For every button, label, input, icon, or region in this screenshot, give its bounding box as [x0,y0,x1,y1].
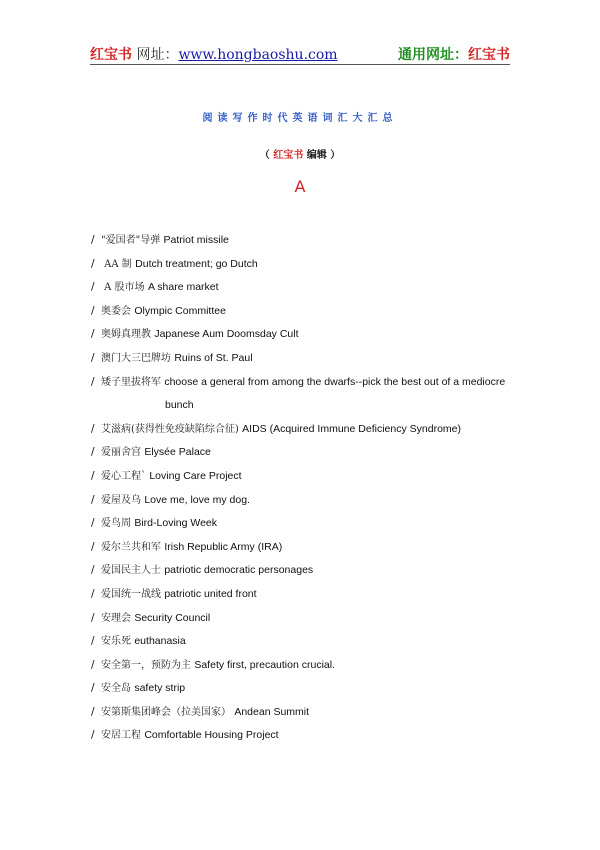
entry-bullet: / [91,304,95,317]
list-item [91,583,521,607]
entry-chinese: 安居工程 [101,730,141,742]
entry-english: patriotic democratic personages [164,564,314,577]
entry-english: Dutch treatment; go Dutch [135,257,258,270]
entry-bullet: / [91,564,95,577]
entry-chinese: 安理会 [101,612,131,624]
entry-english: Security Council [134,611,211,624]
editor-credit [0,146,600,161]
header-brand: 红宝书 [90,47,132,63]
entry-chinese: 安乐死 [101,636,131,648]
entry-chinese: 矮子里拔将军 [101,376,161,388]
list-item [91,654,521,678]
general-url-label: 通用网址： [398,47,468,63]
entry-chinese: 爱国统一战线 [101,588,161,600]
entry-english: Olympic Committee [134,304,226,317]
list-item [91,512,521,536]
entry-chinese: 澳门大三巴牌坊 [101,352,171,364]
website-link[interactable]: www.hongbaoshu.com [178,47,338,63]
entry-bullet: / [91,611,95,624]
document-title: 阅读写作时代英语词汇大汇总 [202,113,398,124]
vocabulary-list [91,229,521,748]
list-item [91,630,521,654]
entry-chinese: 安全岛 [101,683,131,695]
entry-bullet: / [91,281,95,294]
entry-chinese: 爱尔兰共和军 [101,541,161,553]
header-right [398,44,510,64]
list-item [91,371,521,418]
entry-chinese: "爱国者"导弹 [101,235,161,246]
entry-bullet: / [91,517,95,530]
editor-brand: 红宝书 [273,150,304,161]
entry-english: Bird-Loving Week [134,517,218,530]
entry-english: AIDS (Acquired Immune Deficiency Syndrome) [242,422,461,435]
editor-close-paren: ） [330,150,341,161]
entry-chinese: 奥委会 [101,305,131,317]
editor-label: 编辑 [306,150,327,161]
entry-bullet: / [91,705,95,718]
entry-bullet: / [91,328,95,341]
entry-english: Ruins of St. Paul [174,351,253,364]
list-item [91,724,521,748]
entry-bullet: / [91,729,95,742]
list-item [91,701,521,725]
page-header [90,44,510,64]
entry-english: safety strip [134,682,186,695]
entry-bullet: / [91,493,95,506]
entry-chinese: 爱国民主人士 [101,565,161,577]
list-item [91,559,521,583]
entry-chinese: 安全第一，预防为主 [101,659,191,671]
entry-chinese: 奥姆真理教 [101,329,151,341]
entry-english-continued: bunch [165,399,194,412]
list-item [91,465,521,489]
entry-english: Loving Care Project [149,469,242,482]
entry-english: A share market [147,281,219,294]
entry-bullet: / [91,682,95,695]
list-item [91,418,521,442]
entry-chinese: 爱鸟周 [101,518,131,530]
entry-english: Love me, love my dog. [144,493,250,506]
entry-bullet: / [91,234,95,246]
entry-english: Japanese Aum Doomsday Cult [154,328,299,341]
entry-chinese: 爱丽舍宫 [101,447,141,459]
entry-bullet: / [91,469,95,482]
entry-english: choose a general from among the dwarfs--pick the best out of a mediocre [164,375,506,388]
header-divider [90,64,510,65]
editor-open-paren: （ [259,150,270,161]
entry-chinese: 爱屋及乌 [101,494,141,506]
list-item [91,677,521,701]
entry-bullet: / [91,658,95,671]
header-left [90,44,338,64]
entry-english: Patriot missile [163,234,229,246]
entry-bullet: / [91,422,95,435]
list-item [91,276,521,300]
list-item [91,229,521,253]
list-item [91,441,521,465]
entry-bullet: / [91,375,95,388]
entry-chinese: A 股市场 [101,282,145,294]
entry-bullet: / [91,446,95,459]
entry-bullet: / [91,257,95,270]
entry-chinese: AA 制 [101,258,132,270]
entry-bullet: / [91,635,95,648]
section-letter: A [294,177,306,196]
entry-english: patriotic united front [164,587,257,600]
entry-bullet: / [91,587,95,600]
entry-bullet: / [91,540,95,553]
entry-english: euthanasia [134,635,186,648]
list-item [91,347,521,371]
entry-english: Andean Summit [234,705,310,718]
list-item [91,536,521,560]
entry-chinese: 安第斯集团峰会（拉美国家） [101,706,231,718]
list-item [91,607,521,631]
entry-english: Elysée Palace [144,446,211,459]
general-url-brand: 红宝书 [468,47,510,63]
list-item [91,253,521,277]
entry-english: Safety first, precaution crucial. [194,658,335,671]
entry-english: Comfortable Housing Project [144,729,279,742]
list-item [91,489,521,513]
list-item [91,323,521,347]
entry-english: Irish Republic Army (IRA) [164,540,283,553]
list-item [91,300,521,324]
entry-chinese: 爱心工程` [101,470,146,482]
url-label: 网址： [136,47,179,63]
entry-bullet: / [91,351,95,364]
entry-chinese: 艾滋病(获得性免疫缺陷综合征) [101,423,239,435]
